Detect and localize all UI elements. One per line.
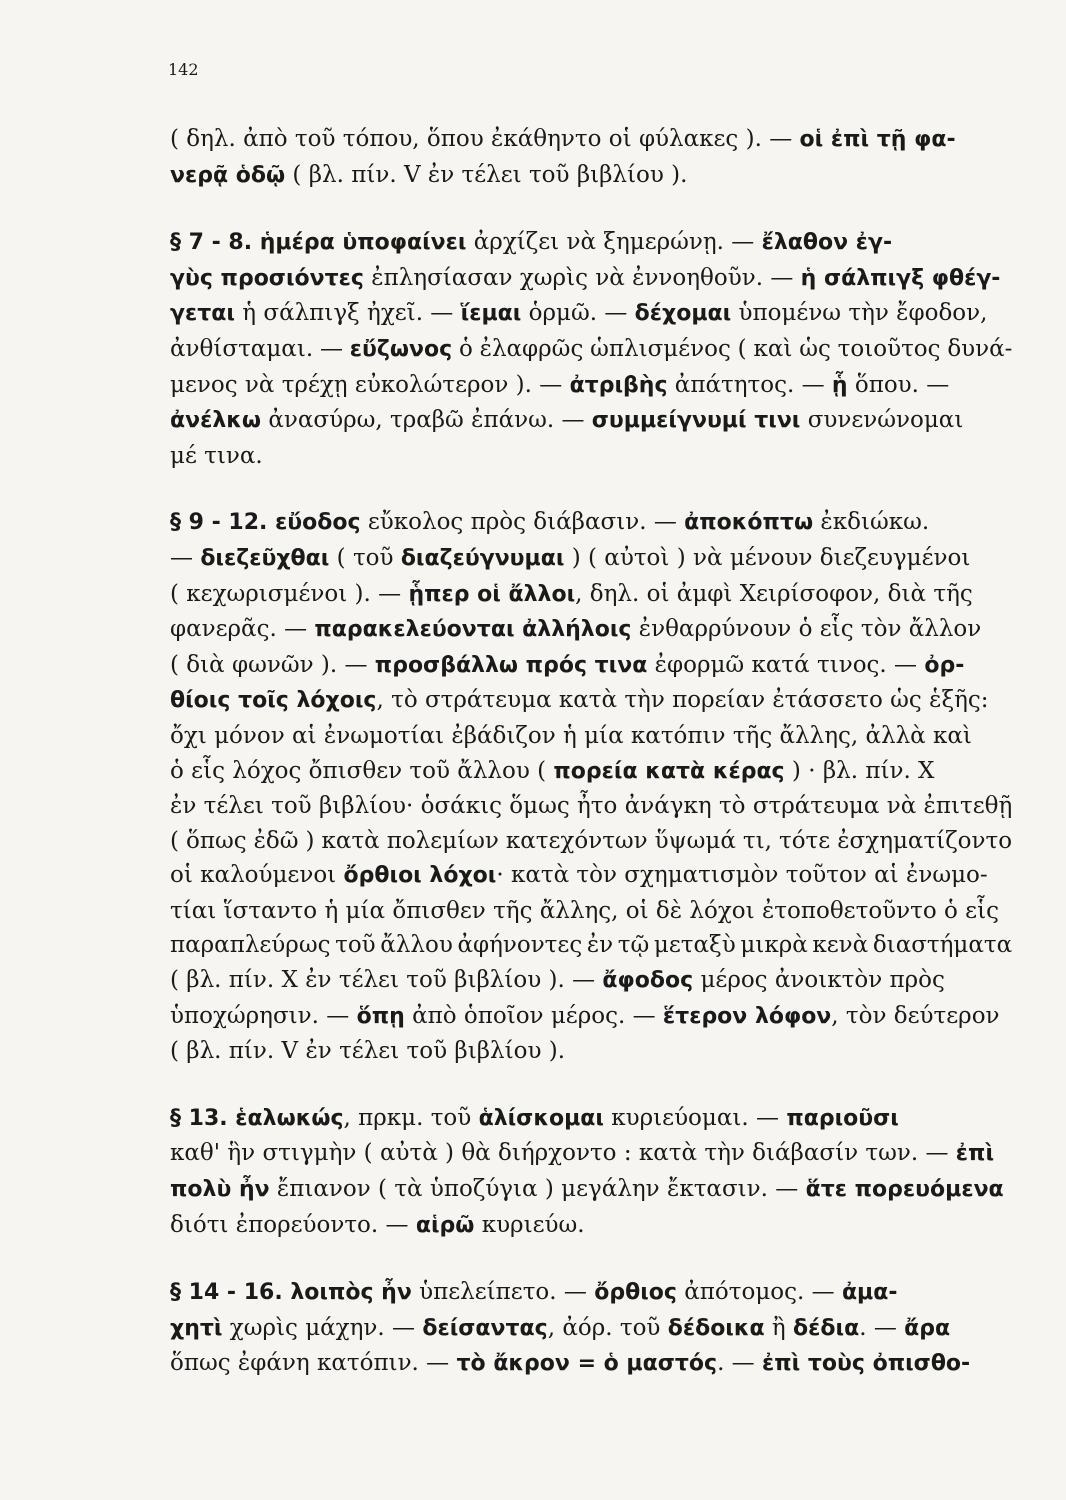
- text-line: διότι ἐπορεύοντο. — αἱρῶ κυριεύω.: [170, 1211, 585, 1238]
- text-line: ( βλ. πίν. X ἐν τέλει τοῦ βιβλίου ). — ἄφοδος μέρος ἀνοικτὸν πρὸς: [170, 967, 945, 994]
- lemma: ἐπὶ τοὺς ὀπισθο-: [762, 1351, 971, 1377]
- lemma: παριοῦσι: [786, 1105, 899, 1131]
- lemma: ἔλαθον ἐγ-: [761, 230, 893, 256]
- lemma: ἀτριβὴς: [569, 372, 668, 398]
- lemma: χητὶ: [170, 1315, 223, 1341]
- section-marker: § 7 - 8.: [170, 230, 260, 256]
- section-marker: § 9 - 12.: [170, 510, 276, 536]
- text-line: ὑποχώρησιν. — ὅπῃ ἀπὸ ὁποῖον μέρος. — ἕτερον λόφον, τὸν δεύτερον: [170, 1002, 1000, 1029]
- lemma: ἁλίσκομαι: [478, 1105, 604, 1131]
- commentary-text: [170, 122, 1012, 1382]
- text-line: ὁ εἷς λόχος ὄπισθεν τοῦ ἄλλου ( πορεία κατὰ κέρας ) · βλ. πίν. X: [170, 757, 935, 784]
- paragraph-1: [170, 122, 1012, 193]
- text-line: μενος νὰ τρέχῃ εὐκολώτερον ). — ἀτριβὴς ἀπάτητος. — ᾗ ὅπου. —: [170, 371, 950, 398]
- lemma: ὀρ-: [924, 652, 965, 678]
- lemma: ἄφοδος: [602, 968, 694, 994]
- text-line: ( δηλ. ἀπὸ τοῦ τόπου, ὅπου ἐκάθηντο οἱ φύλακες ). — οἱ ἐπὶ τῇ φα-: [170, 126, 956, 152]
- lemma: ἀποκόπτω: [684, 510, 814, 536]
- lemma: διεζεῦχθαι: [200, 545, 330, 571]
- text-line: ὄχι μόνον αἱ ἐνωμοτίαι ἐβάδιζον ἡ μία κατόπιν τῆς ἄλλης, ἀλλὰ καὶ: [170, 722, 972, 749]
- lemma: ὄρθιοι λόχοι: [343, 863, 497, 889]
- lemma: γεται: [170, 301, 235, 327]
- section-marker: § 13.: [170, 1105, 236, 1131]
- text-line: θίοις τοῖς λόχοις, τὸ στράτευμα κατὰ τὴν πορείαν ἐτάσσετο ὡς ἑξῆς:: [170, 687, 989, 714]
- lemma: δέχομαι: [634, 301, 732, 327]
- lemma: εὔοδος: [275, 510, 361, 536]
- text-line: ( ὅπως ἐδῶ ) κατὰ πολεμίων κατεχόντων ὕψωμά τι, τότε ἐσχηματίζοντο: [170, 827, 1013, 854]
- text-line: φανερᾶς. — παρακελεύονται ἀλλήλοις ἐνθαρρύνουν ὁ εἷς τὸν ἄλλον: [170, 616, 982, 643]
- text-line: ( διὰ φωνῶν ). — προσβάλλω πρός τινα ἐφορμῶ κατά τινος. — ὀρ-: [170, 651, 965, 678]
- text-line: ἀνέλκω ἀνασύρω, τραβῶ ἐπάνω. — συμμείγνυμί τινι συνενώνομαι: [170, 407, 964, 434]
- lemma: δέδια: [793, 1315, 860, 1341]
- lemma: ὅπῃ: [356, 1003, 405, 1029]
- text-line: § 7 - 8. ἡμέρα ὑποφαίνει ἀρχίζει νὰ ξημερώνῃ. — ἔλαθον ἐγ-: [170, 229, 893, 256]
- lemma: αἱρῶ: [415, 1212, 475, 1238]
- lemma: δείσαντας: [422, 1315, 548, 1341]
- text-line: νερᾷ ὁδῷ ( βλ. πίν. V ἐν τέλει τοῦ βιβλίου ).: [170, 161, 688, 188]
- lemma: ἵεμαι: [460, 301, 522, 327]
- text-line: ( βλ. πίν. V ἐν τέλει τοῦ βιβλίου ).: [170, 1038, 566, 1065]
- text-line: πολὺ ἦν ἔπιανον ( τὰ ὑποζύγια ) μεγάλην ἔκτασιν. — ἅτε πορευόμενα: [170, 1176, 1004, 1203]
- text-line: μέ τινα.: [170, 442, 263, 469]
- lemma: εὔζωνος: [349, 336, 453, 362]
- text-line: τίαι ἵσταντο ἡ μία ὄπισθεν τῆς ἄλλης, οἱ δὲ λόχοι ἐτοποθετοῦντο ὁ εἷς: [170, 897, 999, 924]
- lemma: ᾗπερ οἱ ἄλλοι: [408, 581, 576, 607]
- text-line: ἀνθίσταμαι. — εὔζωνος ὁ ἐλαφρῶς ὡπλισμένος ( καὶ ὡς τοιοῦτος δυνά-: [170, 335, 1013, 362]
- lemma: ἀνέλκω: [170, 408, 262, 434]
- page-number: 142: [168, 60, 199, 79]
- lemma: ἅτε πορευόμενα: [805, 1177, 1004, 1203]
- lemma: θίοις τοῖς λόχοις: [170, 688, 377, 714]
- paragraph-section-13: [170, 1101, 1012, 1243]
- paragraph-section-14-16: [170, 1275, 1012, 1382]
- lemma: τὸ ἄκρον = ὁ μαστός: [456, 1351, 718, 1377]
- lemma: ἡμέρα ὑποφαίνει: [259, 230, 467, 256]
- lemma: οἱ ἐπὶ τῇ φα-: [799, 127, 956, 152]
- lemma: ᾗ: [831, 372, 848, 398]
- lemma: ὄρθιος: [594, 1280, 677, 1306]
- text-line: § 9 - 12. εὔοδος εὔκολος πρὸς διάβασιν. — ἀποκόπτω ἐκδιώκω.: [170, 509, 930, 536]
- lemma: ἑαλωκώς: [235, 1105, 344, 1131]
- lemma: πολὺ ἦν: [170, 1177, 270, 1203]
- text-line: ἐν τέλει τοῦ βιβλίου· ὁσάκις ὅμως ἦτο ἀνάγκη τὸ στράτευμα νὰ ἐπιτεθῇ: [170, 793, 1013, 820]
- text-line: καθ' ἣν στιγμὴν ( αὐτὰ ) θὰ διήρχοντο : κατὰ τὴν διάβασίν των. — ἐπὶ: [170, 1140, 995, 1167]
- text-line: γὺς προσιόντες ἐπλησίασαν χωρὶς νὰ ἐννοηθοῦν. — ἡ σάλπιγξ φθέγ-: [170, 264, 1001, 291]
- lemma: ἄρα: [904, 1315, 951, 1341]
- lemma: ἐπὶ: [955, 1141, 995, 1167]
- lemma: προσβάλλω πρός τινα: [374, 652, 648, 678]
- lemma: νερᾷ ὁδῷ: [170, 162, 286, 188]
- lemma: πορεία κατὰ κέρας: [553, 758, 785, 784]
- section-marker: § 14 - 16.: [170, 1280, 291, 1306]
- lemma: ἕτερον λόφον: [662, 1003, 832, 1029]
- lemma: διαζεύγνυμαι: [400, 545, 565, 571]
- lemma: συμμείγνυμί τινι: [591, 408, 801, 434]
- text-line: χητὶ χωρὶς μάχην. — δείσαντας, ἀόρ. τοῦ δέδοικα ἢ δέδια. — ἄρα: [170, 1314, 951, 1341]
- text-line: παραπλεύρως τοῦ ἄλλου ἀφήνοντες ἐν τῷ μεταξὺ μικρὰ κενὰ διαστήματα: [170, 932, 1013, 959]
- lemma: γὺς προσιόντες: [170, 265, 364, 291]
- text-line: ( κεχωρισμένοι ). — ᾗπερ οἱ ἄλλοι, δηλ. οἱ ἀμφὶ Χειρίσοφον, διὰ τῆς: [170, 580, 973, 607]
- lemma: παρακελεύονται ἀλλήλοις: [314, 617, 632, 643]
- lemma: δέδοικα: [667, 1315, 765, 1341]
- lemma: ἡ σάλπιγξ φθέγ-: [800, 265, 1001, 291]
- paragraph-section-9-12: [170, 505, 1012, 1069]
- text-line: γεται ἡ σάλπιγξ ἠχεῖ. — ἵεμαι ὁρμῶ. — δέχομαι ὑπομένω τὴν ἔφοδον,: [170, 300, 988, 327]
- paragraph-section-7-8: [170, 225, 1012, 473]
- text-line: § 14 - 16. λοιπὸς ἦν ὑπελείπετο. — ὄρθιος ἀπότομος. — ἀμα-: [170, 1279, 898, 1306]
- text-line: οἱ καλούμενοι ὄρθιοι λόχοι· κατὰ τὸν σχηματισμὸν τοῦτον αἱ ἐνωμο-: [170, 862, 988, 889]
- text-line: § 13. ἑαλωκώς, πρκμ. τοῦ ἁλίσκομαι κυριεύομαι. — παριοῦσι: [170, 1104, 899, 1131]
- lemma: ἀμα-: [841, 1280, 898, 1306]
- text-line: — διεζεῦχθαι ( τοῦ διαζεύγνυμαι ) ( αὐτοὶ ) νὰ μένουν διεζευγμένοι: [170, 544, 971, 571]
- lemma: λοιπὸς ἦν: [290, 1280, 412, 1306]
- text-line: ὅπως ἐφάνη κατόπιν. — τὸ ἄκρον = ὁ μαστός. — ἐπὶ τοὺς ὀπισθο-: [170, 1350, 971, 1377]
